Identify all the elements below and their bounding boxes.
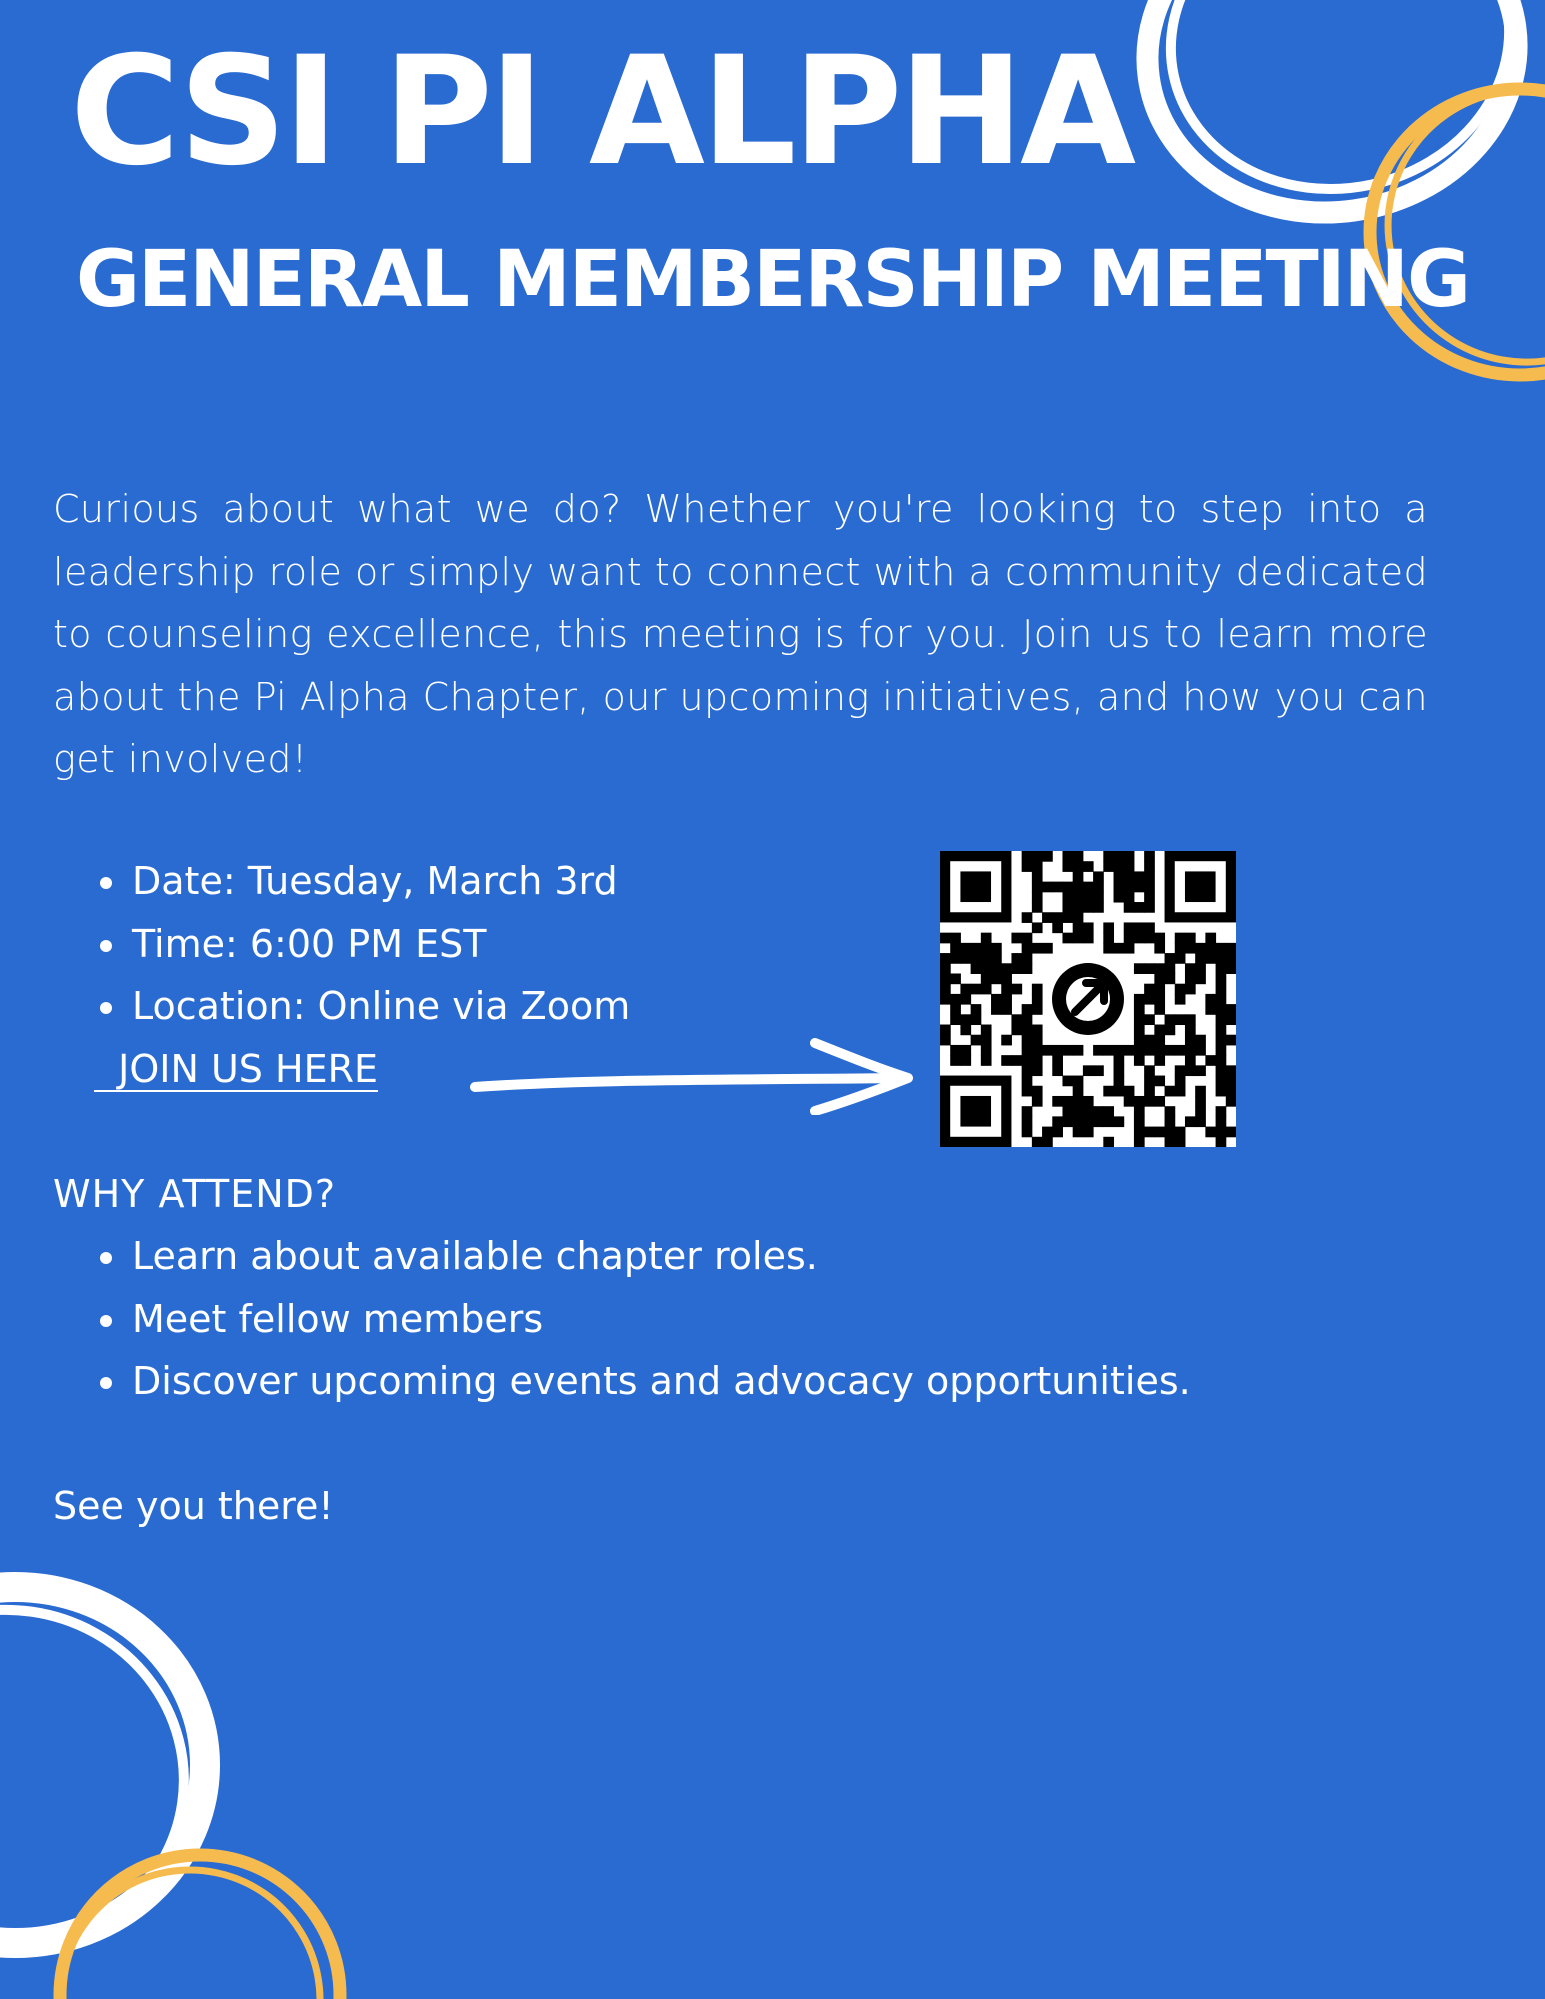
why-item-roles: • Learn about available chapter roles. <box>130 1225 1191 1288</box>
detail-location: • Location: Online via Zoom <box>130 975 630 1038</box>
qr-code[interactable] <box>940 851 1236 1147</box>
detail-time: • Time: 6:00 PM EST <box>130 913 630 976</box>
top-right-orange-ring <box>1370 89 1545 375</box>
join-us-link[interactable]: JOIN US HERE <box>94 1047 378 1091</box>
flyer-title: CSI PI ALPHA <box>70 25 1133 199</box>
intro-paragraph: Curious about what we do? Whether you're looking to step into a leadership role or simply want to connect with a community dedicated to counseling excellence, this meeting is for you. Join us to learn more about the Pi Alpha Chapter, our upcoming initiatives, and how you can get involved! <box>53 487 1428 781</box>
arrow-right-icon <box>470 1035 920 1115</box>
bottom-left-orange-ring-inner <box>39 1849 340 1999</box>
why-item-members: • Meet fellow members <box>130 1288 1191 1351</box>
detail-date: • Date: Tuesday, March 3rd <box>130 850 630 913</box>
flyer-subtitle: GENERAL MEMBERSHIP MEETING <box>76 235 1469 325</box>
top-right-white-ring-inner <box>1143 0 1537 220</box>
qr-code-graphic <box>940 851 1236 1147</box>
event-details-list <box>80 850 630 1038</box>
top-right-orange-ring-inner <box>1366 68 1545 384</box>
closing-text: See you there! <box>53 1484 334 1528</box>
why-item-events: • Discover upcoming events and advocacy opportunities. <box>130 1350 1191 1413</box>
why-attend-heading: WHY ATTEND? <box>53 1172 337 1216</box>
why-attend-list <box>80 1225 1191 1413</box>
